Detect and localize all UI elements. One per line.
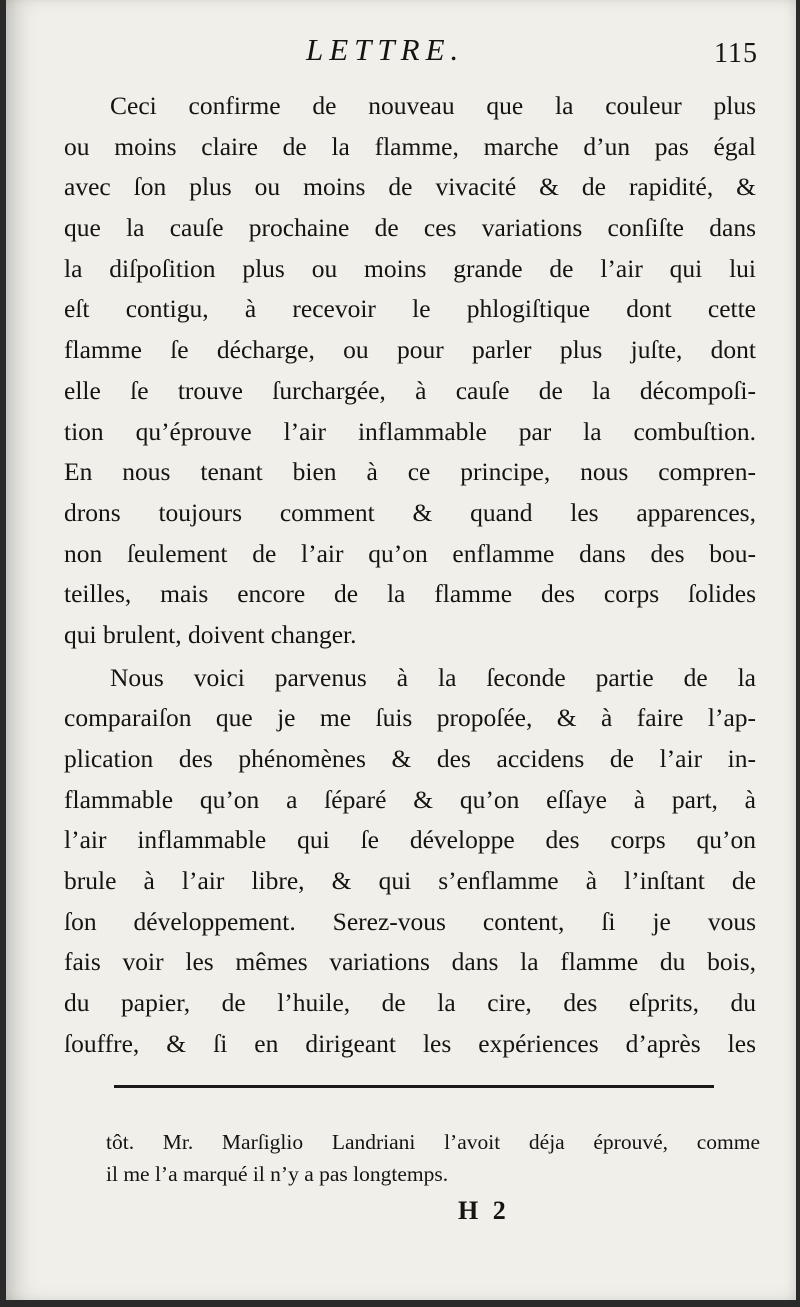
text-line: elle ſe trouve ſurchargée, à cauſe de la décompoſi- [64,375,756,405]
text-line: que la cauſe prochaine de ces variations conſiſte dans [64,213,756,243]
page-header [6,32,796,82]
text-line: Ceci confirme de nouveau que la couleur plus [110,91,756,120]
text-line: plication des phénomènes & des accidens de l’air in- [64,744,756,773]
text-line: En nous tenant bien à ce principe, nous compren- [64,457,756,487]
footnote [106,1126,760,1190]
signature-mark: H 2 [458,1196,510,1225]
paragraph-1 [64,86,756,656]
text-line: brule à l’air libre, & qui s’enflamme à l’inſtant de [64,866,756,896]
text-line: Nous voici parvenus à la ſeconde partie de la [110,662,756,692]
text-line: non ſeulement de l’air qu’on enflamme dans des bou- [64,538,756,568]
text-line: avec ſon plus ou moins de vivacité & de rapidité, & [64,172,756,202]
text-line: ſouffre, & ſi en dirigeant les expériences d’après les [64,1028,756,1058]
running-head: LETTRE. [306,32,465,67]
text-line: qui brulent, doivent changer. [64,619,357,649]
text-line: ſon développement. Serez-vous content, ſi je vous [64,906,756,936]
text-line: l’air inflammable qui ſe développe des corps qu’on [64,825,756,855]
page-number: 115 [714,38,758,69]
text-line: drons toujours comment & quand les apparences, [64,497,756,527]
book-page [6,0,796,1300]
text-line: eſt contigu, à recevoir le phlogiſtique dont cette [64,294,756,324]
body-text [64,86,756,1065]
paragraph-2 [64,658,756,1065]
text-line: du papier, de l’huile, de la cire, des eſprits, du [64,988,756,1018]
text-line: tion qu’éprouve l’air inflammable par la combuſtion. [64,416,756,446]
footnote-line: il me l’a marqué il n’y a pas longtemps. [106,1162,449,1186]
text-line: flammable qu’on a ſéparé & qu’on eſſaye à part, à [64,784,756,814]
footnote-line: tôt. Mr. Marſiglio Landriani l’avoit déja éprouvé, comme [106,1130,760,1154]
text-line: fais voir les mêmes variations dans la flamme du bois, [64,947,756,977]
footnote-rule [114,1085,714,1088]
text-line: comparaiſon que je me ſuis propoſée, & à faire l’ap- [64,703,756,733]
text-line: flamme ſe décharge, ou pour parler plus juſte, dont [64,335,756,365]
text-line: teilles, mais encore de la flamme des corps ſolides [64,579,756,609]
text-line: la diſpoſition plus ou moins grande de l’air qui lui [64,253,756,283]
text-line: ou moins claire de la flamme, marche d’un pas égal [64,131,756,161]
